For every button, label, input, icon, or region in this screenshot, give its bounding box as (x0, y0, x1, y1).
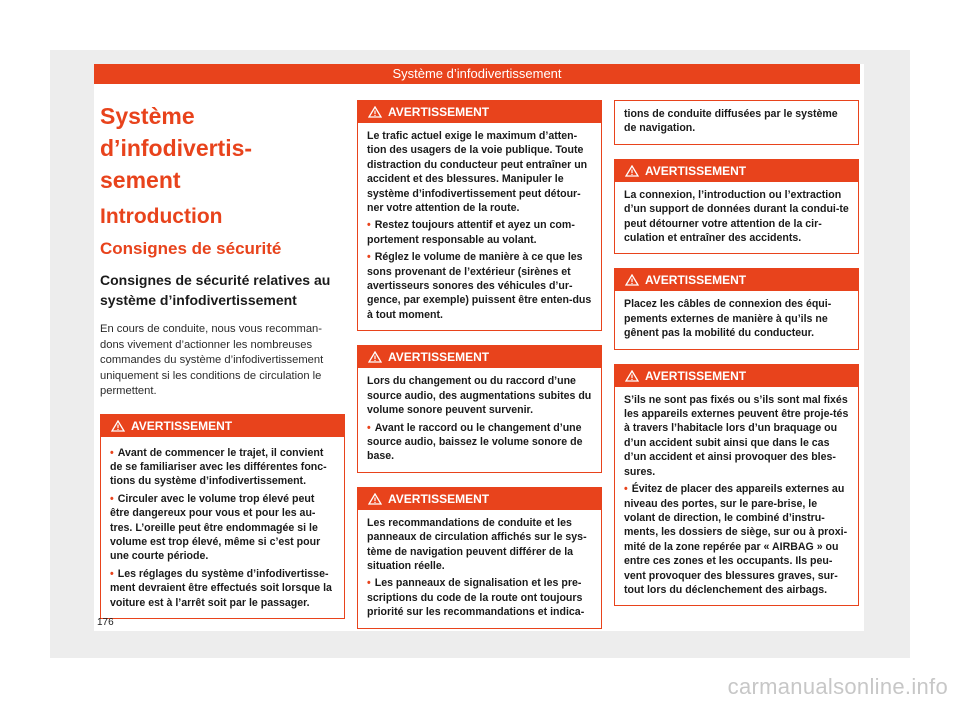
warning-triangle-icon (368, 351, 382, 363)
warning-text: La connexion, l’introduction ou l’extraction d’un support de données durant la condui-te peut détourner votre attention de la cir-culation et entraîner des accidents. (624, 188, 849, 245)
bullet-text: Les panneaux de signalisation et les pre-scriptions du code de la route ont toujours priorité sur les recommandations et indica- (367, 577, 585, 619)
warning-text: Lors du changement ou du raccord d’une source audio, des augmentations subites du volume sonore peuvent survenir. (367, 375, 592, 417)
watermark: carmanualsonline.info (727, 674, 948, 699)
warning-triangle-icon (625, 370, 639, 382)
warning-box (614, 268, 859, 349)
warning-label: AVERTISSEMENT (388, 350, 490, 365)
warning-triangle-icon (368, 106, 382, 118)
bullet-dot-icon: • (110, 446, 114, 459)
warning-bullet (367, 250, 593, 322)
warning-header (615, 365, 858, 387)
warning-body (101, 437, 344, 618)
warning-bullet (110, 492, 336, 564)
intro-paragraph: En cours de conduite, nous vous recomman-dons vivement d’actionner les nombreuses commandes du système d’infodivertissement uniquement si les conditions de circulation le permettent. (100, 323, 324, 397)
warning-text: Placez les câbles de connexion des équi-pements externes de manière à qu’ils ne gênent pas la mobilité du conducteur. (624, 298, 832, 340)
warning-header (615, 160, 858, 182)
bullet-text: Les réglages du système d’infodivertisse-ment devraient être effectués soit lorsque la voiture est à l’arrêt soit par le passager. (110, 567, 332, 609)
bullet-text: Réglez le volume de manière à ce que les sons provenant de l’extérieur (sirènes et avertisseurs sonores des véhicules d’ur-gence, par exemple) puissent être enten-dus à tout moment. (367, 251, 592, 321)
chapter-title-line2: sement (100, 167, 181, 193)
warning-header (615, 269, 858, 291)
warning-label: AVERTISSEMENT (645, 163, 747, 178)
column-right (614, 100, 859, 606)
bullet-text: Évitez de placer des appareils externes au niveau des portes, sur le pare-brise, le volant de direction, le combiné d’instru-ments, les dossiers de siège, sur ou à proxi-mité de la zone repérée par « AIRBAG » ou entre ces zones et les occupants. Ils peu-vent provoquer des blessures graves, sur-tout lors du déclenchement des airbags. (624, 483, 848, 596)
bullet-text: Avant le raccord ou le changement d’une source audio, baissez le volume sonore de base. (367, 421, 583, 463)
warning-box (614, 159, 859, 255)
bullet-dot-icon: • (367, 219, 371, 232)
bullet-text: Avant de commencer le trajet, il convient de se familiariser avec les différentes fonc-tions du système d’infodivertissement. (110, 446, 327, 488)
warning-body (358, 510, 601, 628)
warning-text: S’ils ne sont pas fixés ou s’ils sont mal fixés les appareils externes peuvent être proje-tés à travers l’habitacle lors d’un braquage ou d’un accident subit ainsi que dans le cas d’un accident et ainsi provoquer des bles-sures. (624, 393, 849, 478)
warning-box (357, 345, 602, 472)
warning-body (358, 123, 601, 330)
topic-title: Consignes de sécurité relatives au système d’infodivertissement (100, 272, 331, 308)
warning-triangle-icon (625, 274, 639, 286)
warning-bullet (110, 446, 336, 489)
warning-bullet (624, 482, 850, 597)
warning-triangle-icon (368, 493, 382, 505)
bullet-text: Restez toujours attentif et ayez un com-portement responsable au volant. (367, 219, 575, 246)
page-number: 176 (97, 617, 114, 628)
warning-body (615, 182, 858, 254)
warning-header (358, 101, 601, 123)
warning-label: AVERTISSEMENT (645, 273, 747, 288)
bullet-dot-icon: • (367, 577, 371, 590)
warning-label: AVERTISSEMENT (388, 491, 490, 506)
warning-header (101, 415, 344, 437)
running-header: Système d’infodivertissement (94, 64, 860, 84)
bullet-dot-icon: • (110, 492, 114, 505)
warning-header (358, 488, 601, 510)
warning-body (615, 387, 858, 606)
warning-text: Les recommandations de conduite et les panneaux de circulation affichés sur le sys-tème de navigation peuvent différer de la situation réelle. (367, 516, 587, 572)
warning-bullet (367, 218, 593, 247)
warning-box (357, 100, 602, 331)
bullet-dot-icon: • (367, 421, 371, 434)
warning-box (357, 487, 602, 629)
bullet-dot-icon: • (367, 251, 371, 264)
subsection-title: Consignes de sécurité (100, 239, 282, 258)
warning-body (358, 368, 601, 471)
warning-header (358, 346, 601, 368)
warning-label: AVERTISSEMENT (645, 368, 747, 383)
warning-box (614, 364, 859, 607)
column-left (100, 100, 345, 619)
warning-bullet (367, 576, 593, 619)
warning-triangle-icon (111, 420, 125, 432)
warning-continuation: tions de conduite diffusées par le système de navigation. (614, 100, 859, 145)
column-middle (357, 100, 602, 629)
warning-label: AVERTISSEMENT (131, 418, 233, 433)
warning-triangle-icon (625, 165, 639, 177)
warning-bullet (110, 567, 336, 610)
warning-box (100, 414, 345, 619)
bullet-text: Circuler avec le volume trop élevé peut être dangereux pour vous et pour les au-tres. L’oreille peut être endommagée si le volume est trop élevé, même si c’est pour une courte période. (110, 492, 321, 563)
chapter-title (100, 100, 345, 196)
bullet-dot-icon: • (110, 567, 114, 580)
warning-body (615, 291, 858, 348)
chapter-title-line1: Système d’infodivertis- (100, 103, 253, 161)
section-title: Introduction (100, 205, 223, 228)
warning-label: AVERTISSEMENT (388, 105, 490, 119)
bullet-dot-icon: • (624, 483, 628, 496)
warning-bullet (367, 421, 593, 464)
warning-text: Le trafic actuel exige le maximum d’atten-tion des usagers de la voie publique. Toute distraction du conducteur peut entraîner un accident et des blessures. Manipuler le système d’infodivertissement peut détour-ner votre attention de la route. (367, 130, 588, 215)
